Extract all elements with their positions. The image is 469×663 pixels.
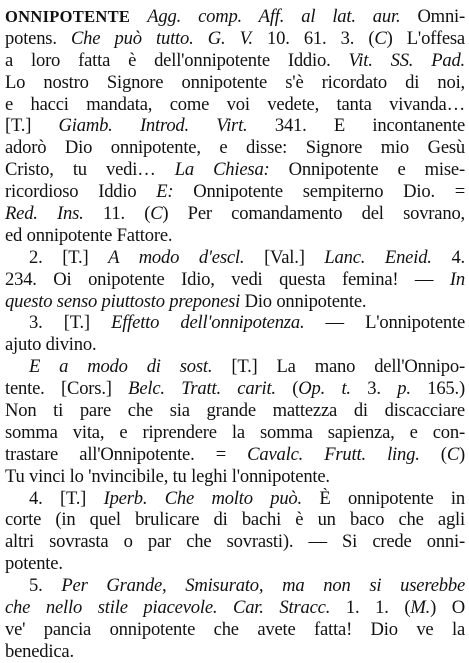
entry-line bbox=[5, 181, 465, 203]
body-text: ) O bbox=[430, 597, 465, 619]
entry-line bbox=[5, 203, 465, 225]
body-text: Non ti pare che sia grande mattezza di discacciare bbox=[5, 400, 465, 422]
body-text: 2. [T.] bbox=[29, 246, 109, 268]
body-text: È onnipotente in bbox=[301, 487, 465, 509]
entry-line bbox=[5, 575, 465, 597]
entry-line bbox=[5, 225, 465, 247]
body-text: Tu vinci lo 'nvincibile, tu leghi l'onnipotente. bbox=[5, 465, 330, 487]
italic-text: La Chiesa: bbox=[174, 159, 270, 181]
italic-text: C bbox=[446, 443, 460, 465]
body-text: a loro fatta è dell'onnipotente Iddio. bbox=[5, 49, 349, 71]
body-text: ed onnipotente Fattore. bbox=[5, 224, 173, 246]
body-text: benedica. bbox=[5, 640, 74, 662]
body-text: 11. ( bbox=[83, 203, 151, 225]
entry-line bbox=[5, 378, 465, 400]
body-text: Onnipotente sempiterno Dio. = bbox=[173, 181, 465, 203]
italic-text: Belc. Tratt. carit. bbox=[128, 378, 276, 400]
body-text: altri sovrasta o par che sovrasti). — Si crede onni- bbox=[5, 531, 465, 553]
entry-line bbox=[5, 94, 465, 116]
entry-line bbox=[5, 641, 465, 663]
body-text: Dio onnipotente. bbox=[240, 290, 367, 312]
body-text: trastare all'Onnipotente. = bbox=[5, 443, 248, 465]
italic-text: Iperb. Che molto può. bbox=[103, 487, 302, 509]
body-text: ( bbox=[419, 443, 447, 465]
entry-line bbox=[5, 531, 465, 553]
italic-text: C bbox=[150, 203, 163, 225]
italic-text: Giamb. Introd. Virt. bbox=[58, 115, 248, 137]
body-text: 3. bbox=[350, 378, 398, 400]
entry-line bbox=[5, 269, 465, 291]
entry-line bbox=[5, 466, 465, 488]
body-text: ajuto divino. bbox=[5, 334, 97, 356]
italic-text: E: bbox=[156, 181, 174, 203]
body-text: potens. bbox=[5, 27, 71, 49]
body-text: [Val.] bbox=[244, 246, 325, 268]
body-text: adorò Dio onnipotente, e disse: Signore mio Gesù bbox=[5, 137, 465, 159]
entry-line bbox=[5, 159, 465, 181]
entry-line bbox=[5, 356, 465, 378]
body-text: Cristo, tu vedi… bbox=[5, 159, 175, 181]
italic-text: che nello stile piacevole. Car. Stracc. bbox=[5, 597, 331, 619]
italic-text: Lanc. Eneid. bbox=[324, 246, 432, 268]
dictionary-entry-onnipotente bbox=[5, 6, 465, 663]
entry-line bbox=[5, 312, 465, 334]
entry-line bbox=[5, 619, 465, 641]
entry-line bbox=[5, 444, 465, 466]
entry-line bbox=[5, 115, 465, 137]
italic-text: Per Grande, Smisurato, ma non si userebbe bbox=[61, 575, 465, 597]
italic-text: questo senso piuttosto preponesi bbox=[5, 290, 241, 312]
italic-text: C bbox=[374, 27, 387, 49]
italic-text: Cavalc. Frutt. ling. bbox=[247, 443, 420, 465]
body-text: Omni- bbox=[400, 6, 465, 27]
body-text: ) bbox=[459, 443, 465, 465]
entry-line bbox=[5, 553, 465, 575]
entry-line bbox=[5, 291, 465, 313]
body-text: somma vita, e riprendere la somma sapienza, e con- bbox=[5, 421, 465, 443]
body-text: 10. 61. 3. ( bbox=[252, 27, 375, 49]
entry-line bbox=[5, 334, 465, 356]
body-text: Lo nostro Signore onnipotente s'è ricordato di noi, bbox=[5, 71, 465, 93]
entry-line bbox=[5, 422, 465, 444]
body-text: [T.] bbox=[5, 115, 59, 137]
body-text bbox=[130, 6, 147, 27]
italic-text: A modo d'escl. bbox=[108, 246, 245, 268]
italic-text: Che può tutto. G. V. bbox=[70, 27, 253, 49]
entry-line bbox=[5, 6, 465, 28]
entry-line bbox=[5, 597, 465, 619]
italic-text: In bbox=[449, 268, 465, 290]
body-text: corte (in quel brulicare di bachi è un baco che agli bbox=[5, 509, 465, 531]
body-text: ) Per comandamento del sovrano, bbox=[162, 203, 465, 225]
entry-line bbox=[5, 400, 465, 422]
italic-text: Vit. SS. Pad. bbox=[348, 49, 465, 71]
body-text: 3. [T.] bbox=[29, 312, 112, 334]
entry-line bbox=[5, 72, 465, 94]
italic-text: Op. t. bbox=[298, 378, 351, 400]
italic-text: E a modo di sost. bbox=[29, 356, 213, 378]
entry-line bbox=[5, 50, 465, 72]
body-text: e hacci mandata, come voi vedete, tanta vivanda… bbox=[5, 93, 465, 115]
italic-text: p. bbox=[397, 378, 411, 400]
body-text: ricordioso Iddio bbox=[5, 181, 157, 203]
body-text: tente. [Cors.] bbox=[5, 378, 129, 400]
italic-text: Red. Ins. bbox=[5, 203, 84, 225]
entry-line bbox=[5, 509, 465, 531]
italic-text: Agg. comp. Aff. al lat. aur. bbox=[147, 6, 401, 27]
italic-text: Effetto dell'onnipotenza. bbox=[111, 312, 305, 334]
body-text: 341. E incontanente bbox=[247, 115, 465, 137]
entry-line bbox=[5, 137, 465, 159]
body-text: 4. bbox=[431, 246, 465, 268]
headword: ONNIPOTENTE bbox=[5, 7, 131, 26]
body-text: potente. bbox=[5, 553, 63, 575]
body-text: 1. 1. ( bbox=[330, 597, 411, 619]
body-text: 5. bbox=[29, 575, 62, 597]
body-text: — L'onnipotente bbox=[304, 312, 465, 334]
entry-line bbox=[5, 28, 465, 50]
body-text: [T.] La mano dell'Onnipo- bbox=[212, 356, 465, 378]
body-text: ) L'offesa bbox=[386, 27, 465, 49]
entry-line bbox=[5, 247, 465, 269]
body-text: ve' pancia onnipotente che avete fatta! Dio ve la bbox=[5, 618, 465, 640]
body-text: 234. Oi onipotente Idio, vedi questa femina! — bbox=[5, 268, 450, 290]
body-text: Onnipotente e mise- bbox=[269, 159, 465, 181]
italic-text: M. bbox=[410, 597, 431, 619]
entry-line bbox=[5, 488, 465, 510]
body-text: ( bbox=[275, 378, 299, 400]
body-text: 4. [T.] bbox=[29, 487, 104, 509]
body-text: 165.) bbox=[410, 378, 465, 400]
